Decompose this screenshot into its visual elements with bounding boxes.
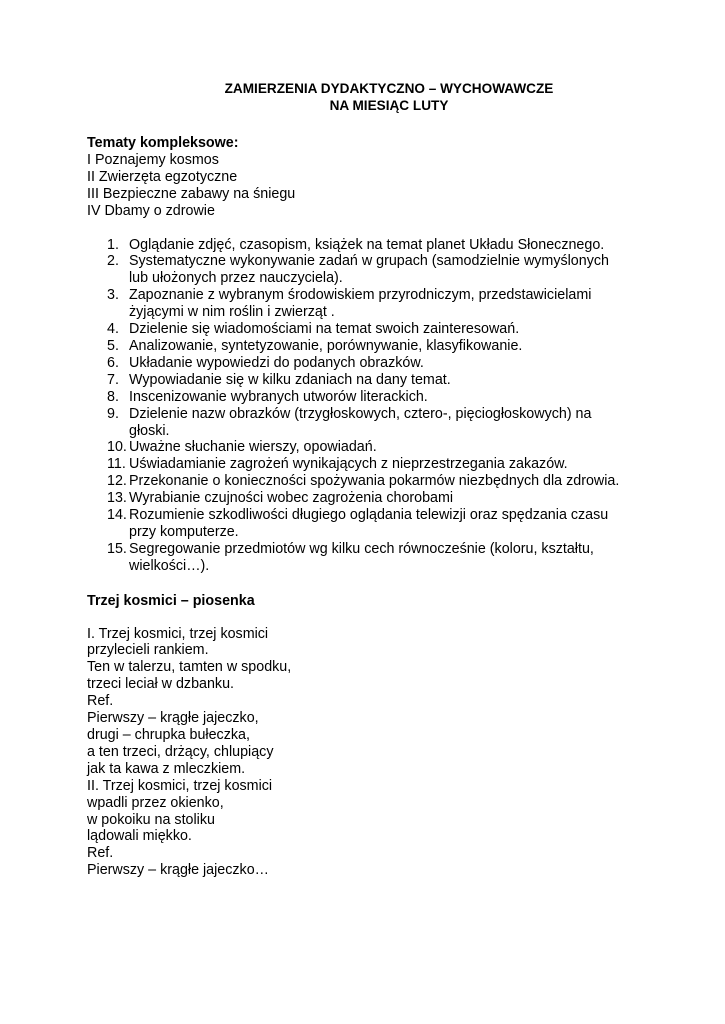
goal-text-line: Systematyczne wykonywanie zadań w grupach (samodzielnie wymyślonych [129, 253, 609, 270]
goal-text-line: Analizowanie, syntetyzowanie, porównywanie, klasyfikowanie. [129, 337, 523, 354]
goal-item [87, 355, 665, 372]
song-line: Ref. [87, 693, 114, 710]
goal-text-line: Wypowiadanie się w kilku zdaniach na dany temat. [129, 371, 451, 388]
goal-text-line: Dzielenie nazw obrazków (trzygłoskowych, cztero-, pięciogłoskowych) na [129, 405, 592, 422]
goal-item [87, 338, 665, 355]
goal-text-line: Przekonanie o konieczności spożywania pokarmów niezbędnych dla zdrowia. [129, 473, 620, 490]
song-line: I. Trzej kosmici, trzej kosmici [87, 625, 269, 642]
topic-item: III Bezpieczne zabawy na śniegu [87, 185, 296, 202]
goal-item [87, 253, 665, 287]
goal-item [87, 439, 665, 456]
goal-number: 12. [107, 473, 127, 490]
document-title [87, 80, 665, 114]
goal-text-line: Uważne słuchanie wierszy, opowiadań. [129, 439, 377, 456]
goal-text-line: Segregowanie przedmiotów wg kilku cech równocześnie (koloru, kształtu, [129, 540, 594, 557]
song-lyrics [87, 626, 665, 880]
goal-item [87, 541, 665, 575]
goal-number: 7. [107, 371, 119, 388]
goal-text-line: Wyrabianie czujności wobec zagrożenia chorobami [129, 490, 454, 507]
goal-text-line: głoski. [129, 422, 170, 439]
goal-text-line: Oglądanie zdjęć, czasopism, książek na temat planet Układu Słonecznego. [129, 236, 605, 253]
goal-text-line: Układanie wypowiedzi do podanych obrazków. [129, 354, 424, 371]
song-line: drugi – chrupka bułeczka, [87, 727, 250, 743]
goal-text-line: Rozumienie szkodliwości długiego oglądania telewizji oraz spędzania czasu [129, 507, 609, 524]
goal-text-line: przy komputerze. [129, 523, 239, 540]
song-line: Pierwszy – krągłe jajeczko, [87, 710, 259, 727]
goal-item [87, 507, 665, 541]
goal-item [87, 321, 665, 338]
goal-number: 3. [107, 287, 119, 304]
goal-text-line: wielkości…). [129, 557, 210, 574]
goal-text-line: żyjącymi w nim roślin i zwierząt . [129, 304, 335, 321]
title-line-2: NA MIESIĄC LUTY [329, 98, 449, 113]
goal-number: 5. [107, 337, 119, 354]
goal-text-line: Dzielenie się wiadomościami na temat swoich zainteresowań. [129, 321, 520, 338]
goal-item [87, 372, 665, 389]
goal-item [87, 287, 665, 321]
song-line: w pokoiku na stoliku [87, 811, 215, 828]
goals-list [87, 237, 665, 575]
goal-number: 2. [107, 253, 119, 270]
song-line: Ten w talerzu, tamten w spodku, [87, 659, 292, 676]
goal-text-line: Uświadamianie zagrożeń wynikających z nieprzestrzegania zakazów. [129, 456, 568, 473]
song-line: lądowali miękko. [87, 828, 192, 845]
goal-number: 4. [107, 321, 119, 338]
song-line: Ref. [87, 845, 114, 862]
song-section [87, 593, 665, 880]
goal-number: 13. [107, 490, 127, 507]
goal-number: 8. [107, 388, 119, 405]
topics-heading: Tematy kompleksowe: [87, 135, 239, 151]
song-line: jak ta kawa z mleczkiem. [87, 760, 246, 777]
goal-item [87, 490, 665, 507]
song-line: wpadli przez okienko, [87, 794, 224, 811]
topic-item: IV Dbamy o zdrowie [87, 202, 215, 219]
goal-number: 6. [107, 354, 119, 371]
goal-item [87, 456, 665, 473]
topic-item: II Zwierzęta egzotyczne [87, 168, 238, 185]
goal-text-line: Zapoznanie z wybranym środowiskiem przyrodniczym, przedstawicielami [129, 287, 592, 304]
goal-number: 9. [107, 405, 119, 422]
song-line: II. Trzej kosmici, trzej kosmici [87, 777, 273, 794]
topic-item: I Poznajemy kosmos [87, 151, 219, 168]
goal-number: 15. [107, 540, 127, 557]
song-heading: Trzej kosmici – piosenka [87, 592, 255, 609]
song-line: a ten trzeci, drżący, chlupiący [87, 743, 274, 760]
song-line: przylecieli rankiem. [87, 642, 209, 659]
goal-number: 1. [107, 236, 119, 253]
topics-section [87, 135, 665, 220]
goal-item [87, 389, 665, 406]
song-line: trzeci leciał w dzbanku. [87, 676, 235, 693]
goal-item [87, 406, 665, 440]
goal-number: 14. [107, 507, 127, 524]
goal-text-line: Inscenizowanie wybranych utworów literackich. [129, 388, 428, 405]
goal-number: 10. [107, 439, 127, 456]
title-line-1: ZAMIERZENIA DYDAKTYCZNO – WYCHOWAWCZE [224, 81, 554, 96]
goal-text-line: lub ułożonych przez nauczyciela). [129, 270, 343, 287]
goal-item [87, 473, 665, 490]
goal-item [87, 237, 665, 254]
song-line: Pierwszy – krągłe jajeczko… [87, 862, 269, 879]
goal-number: 11. [107, 456, 126, 473]
